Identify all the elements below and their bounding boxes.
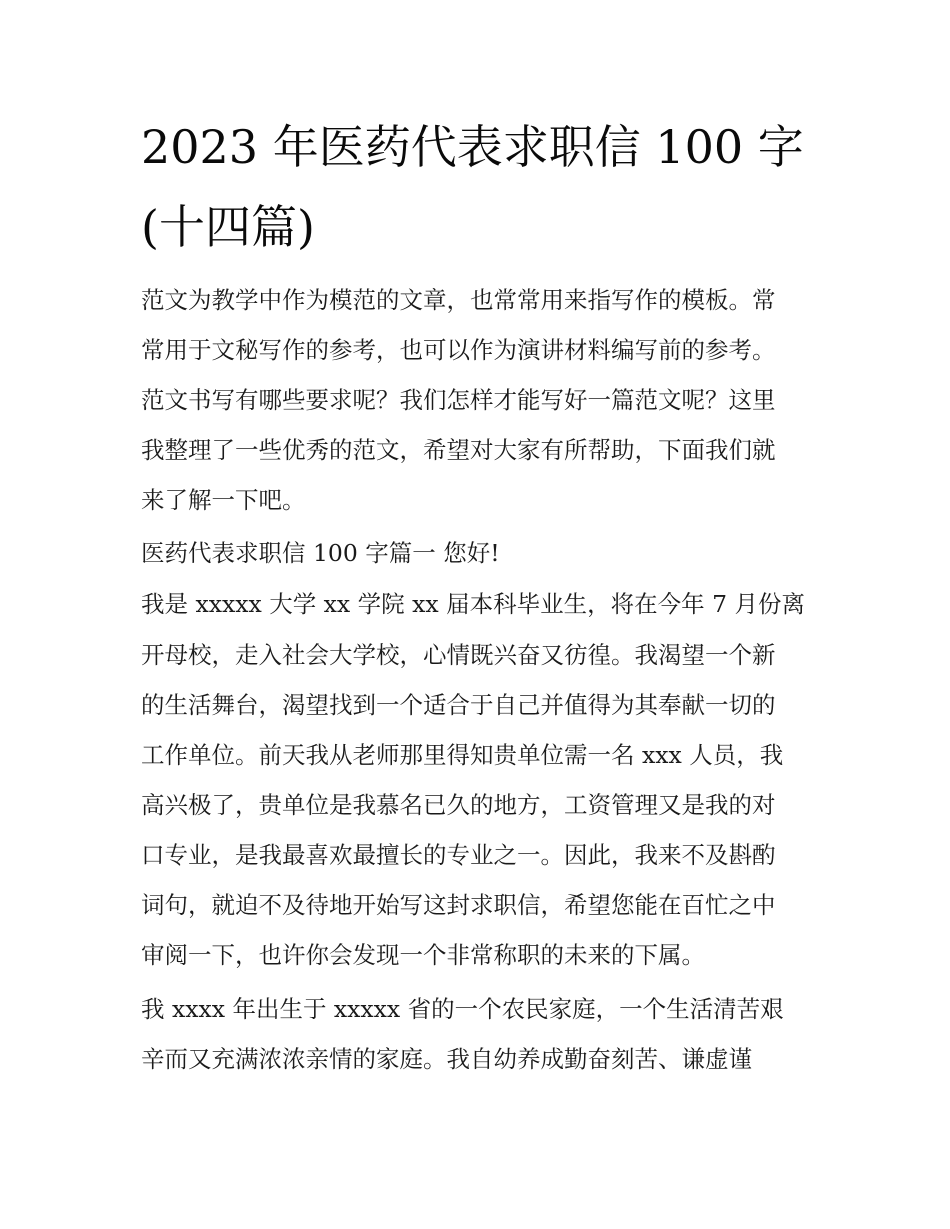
- body-line: 工作单位。前天我从老师那里得知贵单位需一名 xxx 人员，我: [141, 741, 784, 769]
- intro-line: 常用于文秘写作的参考，也可以作为演讲材料编写前的参考。: [141, 336, 776, 364]
- intro-line: 范文书写有哪些要求呢？我们怎样才能写好一篇范文呢？这里: [141, 386, 776, 414]
- body-line: 我是 xxxxx 大学 xx 学院 xx 届本科毕业生，将在今年 7 月份离: [141, 590, 805, 618]
- body-line: 词句，就迫不及待地开始写这封求职信，希望您能在百忙之中: [141, 891, 776, 919]
- document-title-line-1: 2023 年医药代表求职信 100 字: [141, 120, 804, 174]
- body-line: 开母校，走入社会大学校，心情既兴奋又彷徨。我渴望一个新: [141, 641, 776, 669]
- document-title-line-2: (十四篇): [141, 200, 315, 254]
- intro-line: 来了解一下吧。: [141, 486, 306, 514]
- section-heading: 医药代表求职信 100 字篇一 您好!: [141, 539, 500, 567]
- body-line: 审阅一下，也许你会发现一个非常称职的未来的下属。: [141, 941, 705, 969]
- body-line: 高兴极了，贵单位是我慕名已久的地方，工资管理又是我的对: [141, 791, 776, 819]
- body-line: 口专业，是我最喜欢最擅长的专业之一。因此，我来不及斟酌: [141, 841, 776, 869]
- intro-line: 范文为教学中作为模范的文章，也常常用来指写作的模板。常: [141, 286, 776, 314]
- body-line: 我 xxxx 年出生于 xxxxx 省的一个农民家庭，一个生活清苦艰: [141, 995, 784, 1023]
- intro-line: 我整理了一些优秀的范文，希望对大家有所帮助，下面我们就: [141, 436, 776, 464]
- body-line: 的生活舞台，渴望找到一个适合于自己并值得为其奉献一切的: [141, 691, 776, 719]
- body-line: 辛而又充满浓浓亲情的家庭。我自幼养成勤奋刻苦、谦虚谨: [141, 1045, 752, 1073]
